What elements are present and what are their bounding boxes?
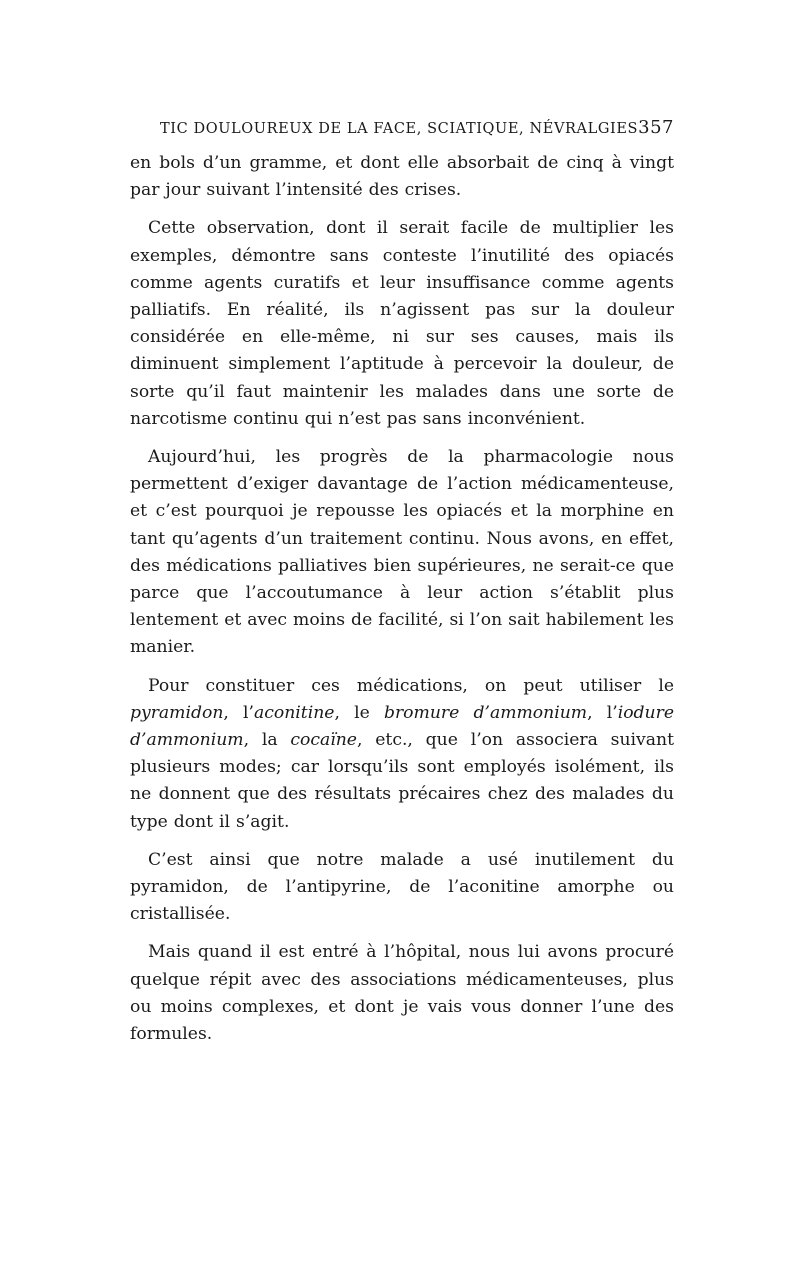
page-number: 357 [638,117,674,138]
term-bromure-ammonium: bromure d’ammonium [383,702,588,723]
paragraph-observation: Cette observation, dont il serait facile de multiplier les exemples, démontre sans conteste l’inutilité des opiacés comme agents curatifs et leur insuffisance comme agents palliatifs. En réalité, ils n’agissent pas sur la douleur considérée en elle-même, ni sur ses causes, mais ils diminuent simplement l’aptitude à percevoir la douleur, de sorte qu’il faut maintenir les malades dans une sorte de narcotisme continu qui n’est pas sans inconvénient. [130,218,674,429]
term-aconitine: aconitine [254,702,335,723]
paragraph-text: , l’ [587,702,618,723]
paragraph-hospital: Mais quand il est entré à l’hôpital, nous lui avons procuré quelque répit avec des associations médicamenteuses, plus ou moins complexes, et dont je vais vous donner l’une des formules. [130,942,674,1045]
running-title: TIC DOULOUREUX DE LA FACE, SCIATIQUE, NÉVRALGIES [160,121,639,137]
term-iodure-ammonium: iodure d’ammonium [130,702,675,751]
body-text [130,150,674,1059]
paragraph-text: , l’ [223,702,255,723]
paragraph-text: , etc., que l’on associera suivant plusieurs modes; car lorsqu’ils sont employés isolément, ils ne donnent que des résultats précaires chez des malades du type dont il s’agit. [130,730,674,832]
paragraph-patient: C’est ainsi que notre malade a usé inutilement du pyramidon, de l’antipyrine, de l’aconitine amorphe ou cristallisée. [130,849,674,925]
running-header [160,117,674,138]
paragraph-continuation: en bols d’un gramme, et dont elle absorbait de cinq à vingt par jour suivant l’intensité des crises. [130,153,674,201]
paragraph-pharmacology: Aujourd’hui, les progrès de la pharmacologie nous permettent d’exiger davantage de l’action médicamenteuse, et c’est pourquoi je repousse les opiacés et la morphine en tant qu’agents d’un traitement continu. Nous avons, en effet, des médications palliatives bien supérieures, ne serait-ce que parce que l’accoutumance à leur action s’établit plus lentement et avec moins de facilité, si l’on sait habilement les manier. [130,447,674,658]
term-pyramidon: pyramidon [130,702,224,723]
paragraph-text: Pour constituer ces médications, on peut utiliser le [148,675,674,696]
paragraph-text: , le [334,702,384,723]
term-cocaine: cocaïne [290,730,357,751]
paragraph-medications [130,673,674,836]
paragraph-text: , la [243,730,291,751]
